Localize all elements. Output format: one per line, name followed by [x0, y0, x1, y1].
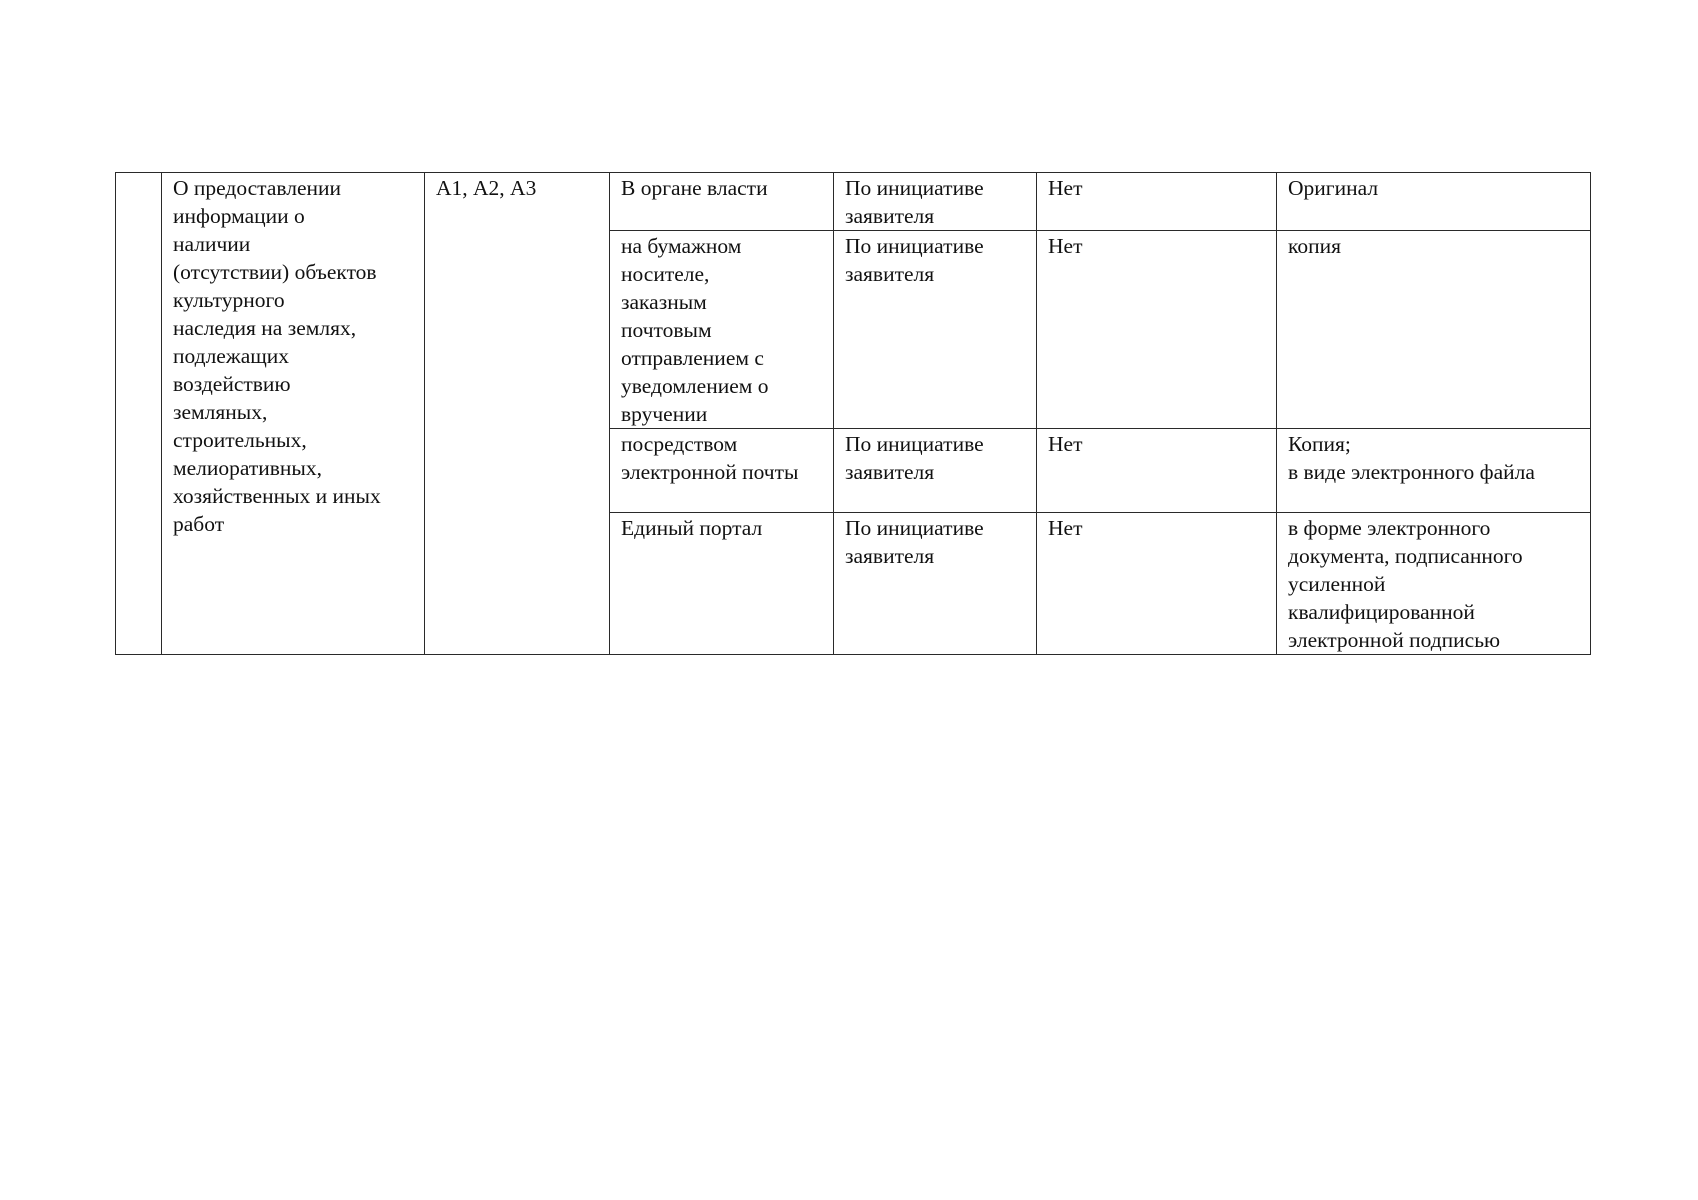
- form-cell: Копия; в виде электронного файла: [1277, 429, 1591, 513]
- document-name-cell: О предоставлении информации о наличии (отсутствии) объектов культурного наследия на землях, подлежащих воздействию земляных, строительных, мелиоративных, хозяйственных и иных работ: [162, 173, 425, 655]
- required-cell: Нет: [1037, 513, 1277, 655]
- form-cell: в форме электронного документа, подписанного усиленной квалифицированной электронной подписью: [1277, 513, 1591, 655]
- form-cell: копия: [1277, 231, 1591, 429]
- row-number-cell: [116, 173, 162, 655]
- table-row: [116, 173, 1591, 231]
- basis-cell: По инициативе заявителя: [834, 231, 1037, 429]
- method-cell: на бумажном носителе, заказным почтовым отправлением с уведомлением о вручении: [610, 231, 834, 429]
- basis-cell: По инициативе заявителя: [834, 173, 1037, 231]
- method-cell: В органе власти: [610, 173, 834, 231]
- basis-cell: По инициативе заявителя: [834, 513, 1037, 655]
- form-cell: Оригинал: [1277, 173, 1591, 231]
- categories-cell: А1, А2, А3: [425, 173, 610, 655]
- required-cell: Нет: [1037, 173, 1277, 231]
- method-cell: Единый портал: [610, 513, 834, 655]
- method-cell: посредством электронной почты: [610, 429, 834, 513]
- required-cell: Нет: [1037, 231, 1277, 429]
- required-cell: Нет: [1037, 429, 1277, 513]
- basis-cell: По инициативе заявителя: [834, 429, 1037, 513]
- documents-table: [115, 172, 1591, 655]
